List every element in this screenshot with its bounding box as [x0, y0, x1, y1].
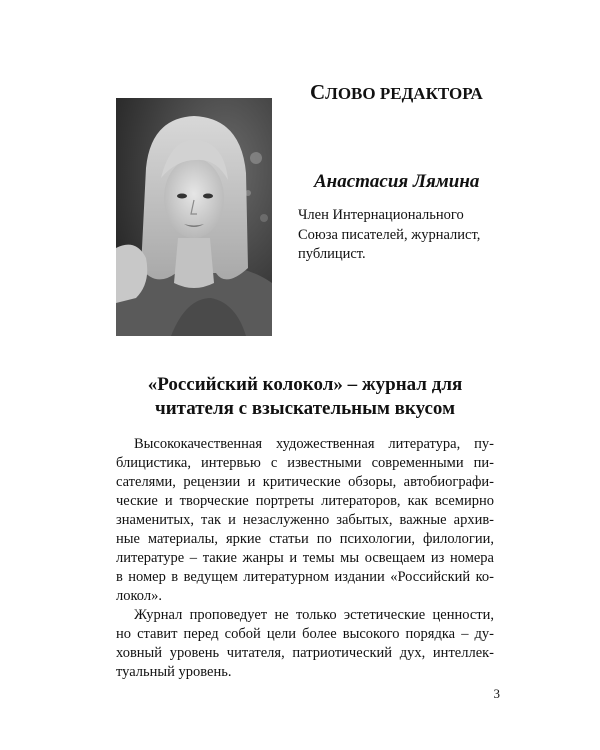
body-line: локол». — [116, 588, 162, 604]
headline-line: читателя с взыскательным вкусом — [154, 398, 456, 419]
section-title: СЛОВО РЕДАКТОРА — [310, 80, 483, 104]
body-line: в номер в ведущем литературном издании «Российский ко- — [116, 569, 494, 585]
author-bio-line: публицист. — [298, 246, 366, 262]
body-line: сателями, рецензии и критические обзоры, автобиографи- — [116, 474, 494, 490]
author-bio-line: Член Интернационального — [298, 207, 464, 223]
headline-line: «Российский колокол» – журнал для — [147, 374, 463, 395]
body-line: ховный уровень читателя, патриотический дух, интеллек- — [116, 645, 494, 661]
body-line: но ставит перед собой цели более высокого порядка – ду- — [116, 626, 494, 642]
body-line: туальный уровень. — [116, 664, 232, 680]
article-headline — [100, 373, 510, 421]
author-name: Анастасия Лямина — [314, 171, 480, 192]
author-bio-line: Союза писателей, журналист, — [298, 226, 481, 243]
body-line: литературе – такие жанры и темы мы освещаем из номера — [116, 550, 494, 566]
author-photo — [116, 98, 272, 336]
body-line: знаменитых, так и незаслуженно забытых, важные архив- — [116, 512, 494, 528]
body-line: Высококачественная художественная литература, пу- — [134, 436, 494, 452]
body-line: Журнал проповедует не только эстетические ценности, — [134, 607, 494, 623]
author-bio — [298, 206, 508, 265]
page-number: 3 — [493, 686, 500, 701]
body-line: ные материалы, яркие статьи по психологии, филологии, — [116, 531, 494, 547]
article-body — [116, 435, 494, 682]
body-line: ческие и творческие портреты литераторов, как всемирно — [116, 493, 494, 509]
body-line: блицистика, интервью с известными современными пи- — [116, 455, 494, 471]
